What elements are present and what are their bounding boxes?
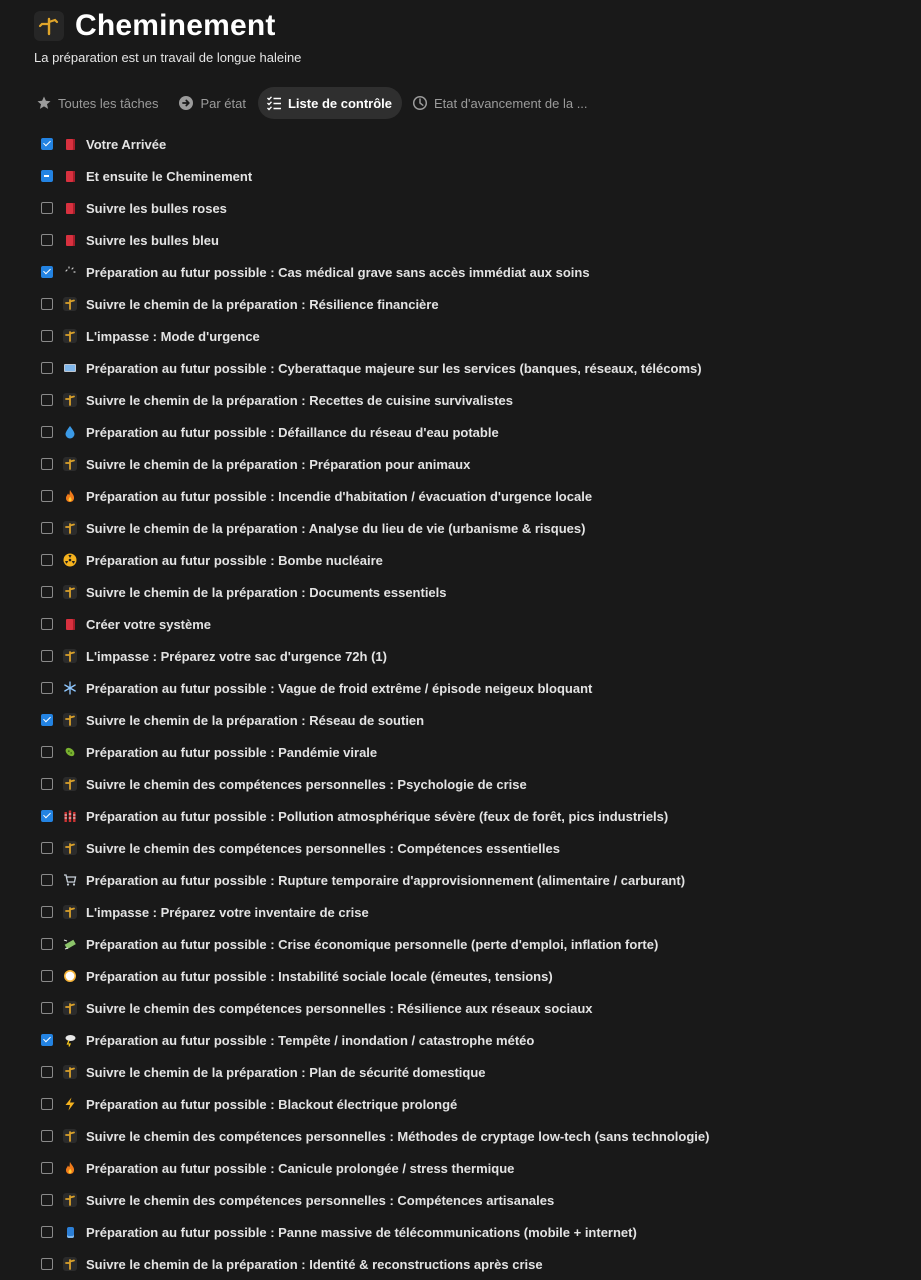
book-icon — [62, 232, 78, 248]
checklist-item-label[interactable]: Préparation au futur possible : Rupture temporaire d'approvisionnement (alimentaire / carburant) — [86, 872, 686, 888]
checkbox[interactable] — [41, 1162, 53, 1174]
flying-money-icon — [62, 936, 78, 952]
checklist-item[interactable] — [34, 1056, 894, 1088]
laptop-icon — [62, 360, 78, 376]
checkbox[interactable] — [41, 1066, 53, 1078]
checkbox[interactable] — [41, 1130, 53, 1142]
checklist-item[interactable] — [34, 512, 894, 544]
checklist — [34, 128, 894, 1280]
checklist-item-label[interactable]: Suivre le chemin de la préparation : Réseau de soutien — [86, 712, 425, 728]
checkbox[interactable] — [41, 1194, 53, 1206]
cart-icon — [62, 872, 78, 888]
sparkle-icon — [62, 264, 78, 280]
checkbox[interactable] — [41, 618, 53, 630]
checklist-item-label[interactable]: L'impasse : Préparez votre inventaire de crise — [86, 904, 369, 920]
checkbox[interactable] — [41, 426, 53, 438]
checklist-item-label[interactable]: Suivre le chemin de la préparation : Recettes de cuisine survivalistes — [86, 392, 514, 408]
book-icon — [62, 168, 78, 184]
checkbox[interactable] — [41, 842, 53, 854]
checkbox[interactable] — [41, 394, 53, 406]
checkbox[interactable] — [41, 554, 53, 566]
checklist-icon — [266, 95, 282, 111]
checklist-item-label[interactable]: Préparation au futur possible : Blackout électrique prolongé — [86, 1096, 458, 1112]
checkbox[interactable] — [41, 906, 53, 918]
checkbox[interactable] — [41, 490, 53, 502]
progress-clock-icon — [412, 95, 428, 111]
checklist-item[interactable] — [34, 896, 894, 928]
path-icon — [62, 904, 78, 920]
path-icon — [62, 584, 78, 600]
title-row — [34, 6, 301, 46]
checklist-item[interactable] — [34, 576, 894, 608]
path-icon — [62, 392, 78, 408]
checklist-item[interactable] — [34, 672, 894, 704]
checklist-item-label[interactable]: Préparation au futur possible : Cas médical grave sans accès immédiat aux soins — [86, 264, 590, 280]
checklist-item-label[interactable]: Préparation au futur possible : Défaillance du réseau d'eau potable — [86, 424, 499, 440]
checkbox[interactable] — [41, 874, 53, 886]
checklist-item-label[interactable]: Suivre le chemin des compétences personnelles : Résilience aux réseaux sociaux — [86, 1000, 593, 1016]
checklist-item-label[interactable]: Créer votre système — [86, 616, 212, 632]
checklist-item[interactable] — [34, 480, 894, 512]
book-icon — [62, 136, 78, 152]
checkbox[interactable] — [41, 1098, 53, 1110]
checklist-item[interactable] — [34, 192, 894, 224]
checklist-item-label[interactable]: L'impasse : Préparez votre sac d'urgence 72h (1) — [86, 648, 387, 664]
checkbox[interactable] — [41, 1226, 53, 1238]
checklist-item[interactable] — [34, 768, 894, 800]
path-icon — [62, 456, 78, 472]
factory-icon — [62, 808, 78, 824]
checklist-item-label[interactable]: Préparation au futur possible : Pandémie virale — [86, 744, 378, 760]
checkbox[interactable] — [41, 266, 53, 278]
checklist-item[interactable] — [34, 1152, 894, 1184]
checkbox[interactable] — [41, 298, 53, 310]
tab-label: Toutes les tâches — [58, 95, 159, 111]
path-icon — [62, 1128, 78, 1144]
checkbox[interactable] — [41, 234, 53, 246]
checkbox[interactable] — [41, 170, 53, 182]
checklist-item[interactable] — [34, 352, 894, 384]
checklist-item[interactable] — [34, 1216, 894, 1248]
view-tabs — [28, 87, 600, 119]
checklist-item-label[interactable]: Suivre les bulles bleu — [86, 232, 219, 248]
checklist-item-label[interactable]: Préparation au futur possible : Cyberattaque majeure sur les services (banques, réseaux, télécoms) — [86, 360, 702, 376]
checklist-item-label[interactable]: Suivre les bulles roses — [86, 200, 227, 216]
checklist-item-label[interactable]: Et ensuite le Cheminement — [86, 168, 253, 184]
checklist-item[interactable] — [34, 736, 894, 768]
checkbox[interactable] — [41, 202, 53, 214]
checklist-item-label[interactable]: Suivre le chemin des compétences personnelles : Méthodes de cryptage low-tech (sans technologie) — [86, 1128, 710, 1144]
checklist-item-label[interactable]: Préparation au futur possible : Tempête / inondation / catastrophe météo — [86, 1032, 535, 1048]
checklist-item[interactable] — [34, 928, 894, 960]
path-icon — [62, 840, 78, 856]
tab-all-tasks[interactable] — [28, 87, 168, 119]
page-title[interactable]: Cheminement — [75, 9, 276, 42]
checkbox[interactable] — [41, 1258, 53, 1270]
fire-icon — [62, 1160, 78, 1176]
checklist-item-label[interactable]: Suivre le chemin des compétences personnelles : Compétences artisanales — [86, 1192, 555, 1208]
compass-icon — [62, 968, 78, 984]
checkbox[interactable] — [41, 138, 53, 150]
tab-label: Par état — [200, 95, 246, 111]
path-icon — [62, 1064, 78, 1080]
checklist-item[interactable] — [34, 544, 894, 576]
page-subtitle: La préparation est un travail de longue haleine — [34, 50, 302, 65]
checkbox[interactable] — [41, 650, 53, 662]
path-icon — [62, 1192, 78, 1208]
checkbox[interactable] — [41, 362, 53, 374]
checklist-item-label[interactable]: Suivre le chemin de la préparation : Analyse du lieu de vie (urbanisme & risques) — [86, 520, 586, 536]
checklist-item-label[interactable]: Préparation au futur possible : Pollution atmosphérique sévère (feux de forêt, pics industriels) — [86, 808, 669, 824]
checklist-item-label[interactable]: Votre Arrivée — [86, 136, 167, 152]
checklist-item-label[interactable]: L'impasse : Mode d'urgence — [86, 328, 260, 344]
page-header — [34, 6, 301, 65]
checklist-item-label[interactable]: Suivre le chemin de la préparation : Préparation pour animaux — [86, 456, 471, 472]
checklist-item[interactable] — [34, 1024, 894, 1056]
checklist-item[interactable] — [34, 832, 894, 864]
checklist-item-label[interactable]: Préparation au futur possible : Incendie d'habitation / évacuation d'urgence locale — [86, 488, 593, 504]
checkbox[interactable] — [41, 938, 53, 950]
book-icon — [62, 616, 78, 632]
path-icon — [62, 776, 78, 792]
checklist-item[interactable] — [34, 1184, 894, 1216]
tab-by-status[interactable] — [170, 87, 256, 119]
fire-icon — [62, 488, 78, 504]
tab-checklist[interactable] — [258, 87, 402, 119]
checklist-item-label[interactable]: Suivre le chemin de la préparation : Identité & reconstructions après crise — [86, 1256, 543, 1272]
checkbox[interactable] — [41, 778, 53, 790]
checklist-item[interactable] — [34, 384, 894, 416]
checklist-item[interactable] — [34, 1120, 894, 1152]
checklist-item[interactable] — [34, 128, 894, 160]
checklist-item[interactable] — [34, 864, 894, 896]
checklist-item[interactable] — [34, 992, 894, 1024]
storm-icon — [62, 1032, 78, 1048]
checkbox[interactable] — [41, 970, 53, 982]
checkbox[interactable] — [41, 714, 53, 726]
path-icon — [62, 648, 78, 664]
checklist-item-label[interactable]: Préparation au futur possible : Panne massive de télécommunications (mobile + internet) — [86, 1224, 637, 1240]
checklist-item-label[interactable]: Préparation au futur possible : Bombe nucléaire — [86, 552, 383, 568]
tab-label: Liste de contrôle — [287, 95, 393, 111]
checkbox[interactable] — [41, 458, 53, 470]
path-icon — [62, 712, 78, 728]
checkbox[interactable] — [41, 1034, 53, 1046]
checklist-item-label[interactable]: Préparation au futur possible : Crise économique personnelle (perte d'emploi, inflation forte) — [86, 936, 659, 952]
checklist-item[interactable] — [34, 1248, 894, 1280]
tab-progress[interactable] — [404, 87, 598, 119]
checklist-item[interactable] — [34, 640, 894, 672]
tab-label: Etat d'avancement de la ... — [434, 95, 588, 111]
checklist-item-label[interactable]: Préparation au futur possible : Canicule prolongée / stress thermique — [86, 1160, 515, 1176]
arrow-circle-icon — [178, 95, 194, 111]
radioactive-icon — [62, 552, 78, 568]
checklist-item[interactable] — [34, 1088, 894, 1120]
checkbox[interactable] — [41, 810, 53, 822]
checklist-item[interactable] — [34, 448, 894, 480]
book-icon — [62, 200, 78, 216]
checkbox[interactable] — [41, 746, 53, 758]
microbe-icon — [62, 744, 78, 760]
checklist-item[interactable] — [34, 608, 894, 640]
path-icon — [62, 296, 78, 312]
path-icon — [62, 328, 78, 344]
checklist-item[interactable] — [34, 416, 894, 448]
checklist-item[interactable] — [34, 288, 894, 320]
phone-icon — [62, 1224, 78, 1240]
checklist-item-label[interactable]: Suivre le chemin de la préparation : Documents essentiels — [86, 584, 447, 600]
checkbox[interactable] — [41, 330, 53, 342]
path-icon — [62, 1256, 78, 1272]
checklist-item[interactable] — [34, 704, 894, 736]
star-icon — [36, 95, 52, 111]
checklist-item[interactable] — [34, 800, 894, 832]
checklist-item[interactable] — [34, 224, 894, 256]
checkbox[interactable] — [41, 682, 53, 694]
signpost-icon[interactable] — [34, 11, 64, 41]
checklist-item[interactable] — [34, 160, 894, 192]
checkbox[interactable] — [41, 1002, 53, 1014]
checklist-item-label[interactable]: Suivre le chemin des compétences personnelles : Compétences essentielles — [86, 840, 560, 856]
lightning-icon — [62, 1096, 78, 1112]
checklist-item[interactable] — [34, 960, 894, 992]
path-icon — [62, 1000, 78, 1016]
checklist-item[interactable] — [34, 256, 894, 288]
droplet-icon — [62, 424, 78, 440]
checkbox[interactable] — [41, 522, 53, 534]
checklist-item[interactable] — [34, 320, 894, 352]
checklist-item-label[interactable]: Préparation au futur possible : Instabilité sociale locale (émeutes, tensions) — [86, 968, 553, 984]
path-icon — [62, 520, 78, 536]
checklist-item-label[interactable]: Suivre le chemin de la préparation : Plan de sécurité domestique — [86, 1064, 486, 1080]
checklist-item-label[interactable]: Préparation au futur possible : Vague de froid extrême / épisode neigeux bloquant — [86, 680, 593, 696]
snowflake-icon — [62, 680, 78, 696]
checkbox[interactable] — [41, 586, 53, 598]
checklist-item-label[interactable]: Suivre le chemin des compétences personnelles : Psychologie de crise — [86, 776, 527, 792]
checklist-item-label[interactable]: Suivre le chemin de la préparation : Résilience financière — [86, 296, 439, 312]
